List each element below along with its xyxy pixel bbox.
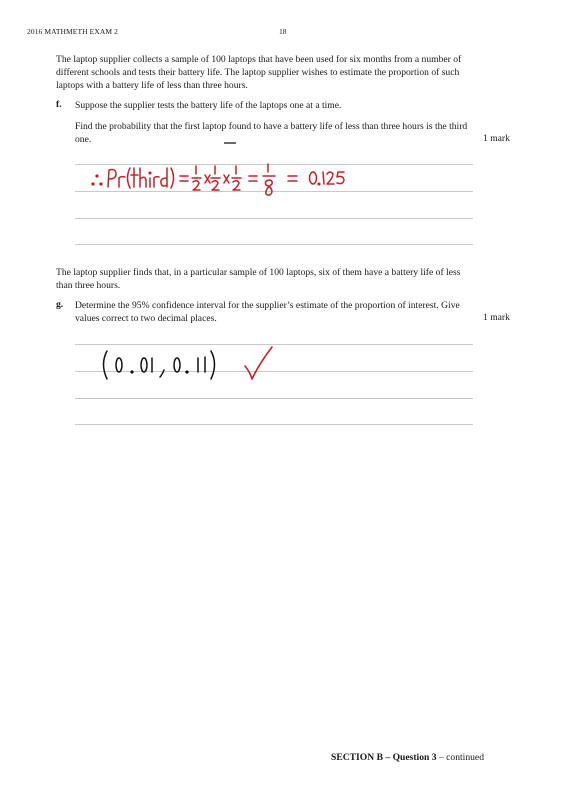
intro-paragraph: The laptop supplier collects a sample of 100 laptops that have been used for six months from a number of different schools and tests their battery life. The laptop supplier wishes to estimate the proportion of such laptops with a battery life of less than three hours. [56,54,462,91]
question-f-text: Suppose the supplier tests the battery life of the laptops one at a time. [75,100,342,111]
exam-header-title: 2016 MATHMETH EXAM 2 [27,27,118,36]
answer-line-g-1 [75,344,473,345]
footer-section-label: SECTION B – Question 3 [331,752,437,763]
answer-line-f-4 [75,244,473,245]
question-g-text: Determine the 95% confidence interval for the supplier’s estimate of the proportion of interest. Give values correct to two decimal places. [75,300,460,324]
answer-line-g-2 [75,371,473,372]
section-footer [331,752,484,763]
page-number: 18 [279,27,287,36]
answer-line-f-3 [75,218,473,219]
answer-line-f-1 [75,164,473,165]
question-g-label: g. [56,299,64,310]
answer-line-f-2 [75,191,473,192]
question-g-marks: 1 mark [483,312,510,323]
answer-line-g-4 [75,424,473,425]
middle-paragraph: The laptop supplier finds that, in a particular sample of 100 laptops, six of them have a battery life of less than three hours. [56,267,461,291]
footer-continued: – continued [436,752,484,763]
answer-line-g-3 [75,398,473,399]
question-f-label: f. [56,99,62,110]
question-f-marks: 1 mark [483,133,510,144]
question-f-find-text: Find the probability that the first laptop found to have a battery life of less than three hours is the third one. [75,121,468,145]
